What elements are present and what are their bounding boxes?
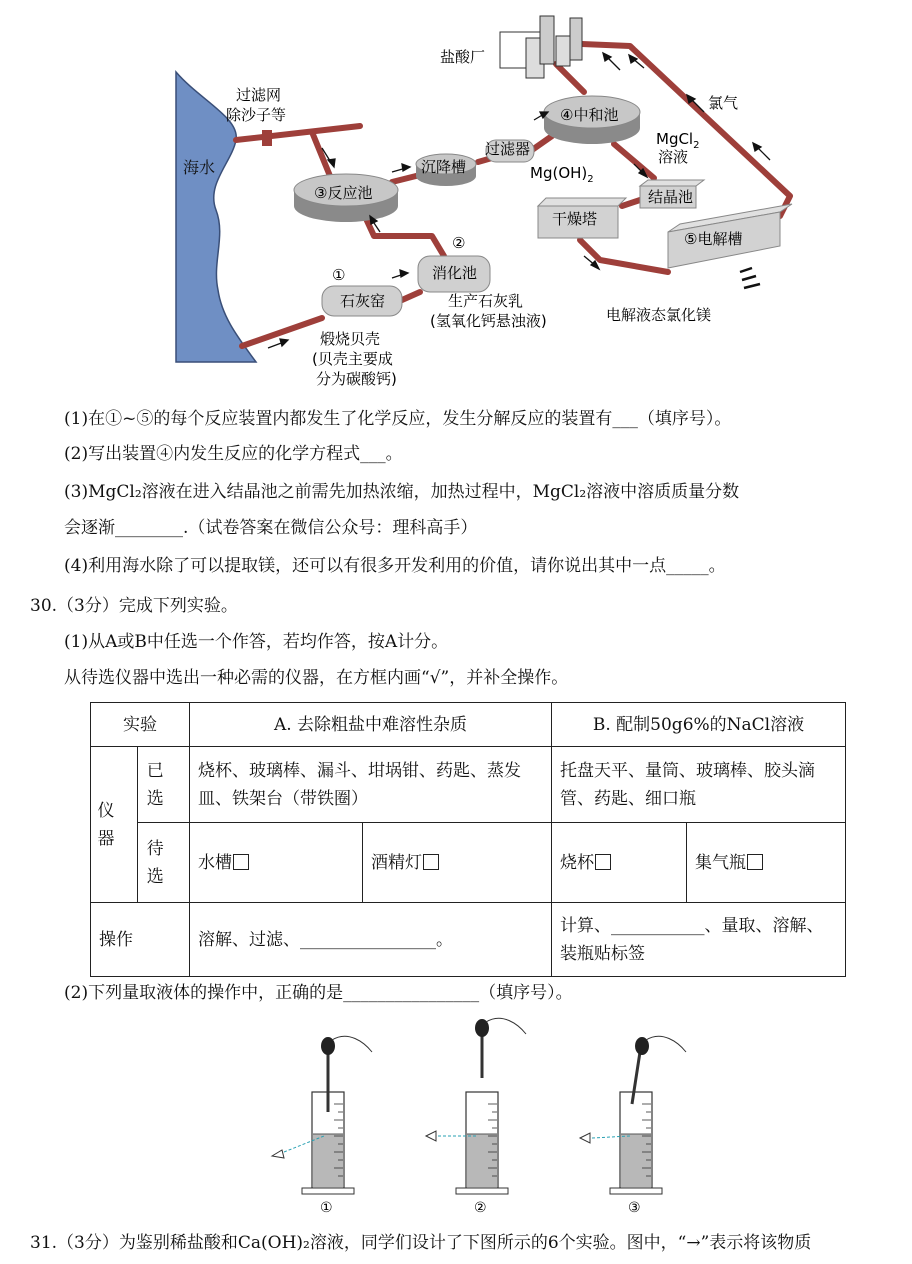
pipe-filter-neutral — [532, 136, 552, 150]
pipe-crystal-dry — [622, 200, 640, 206]
svg-text:分为碳酸钙): 分为碳酸钙) — [316, 370, 397, 388]
svg-text:④中和池: ④中和池 — [560, 106, 619, 124]
svg-text:生产石灰乳: 生产石灰乳 — [448, 292, 524, 310]
svg-text:盐酸厂: 盐酸厂 — [440, 48, 486, 66]
svg-text:石灰窑: 石灰窑 — [340, 292, 386, 310]
pipe-neutral-crystal — [614, 144, 654, 178]
header-b: B. 配制50g6%的NaCl溶液 — [552, 703, 846, 747]
process-diagram — [0, 0, 912, 400]
svg-text:干燥塔: 干燥塔 — [552, 210, 598, 228]
q29-part1: (1)在①~⑤的每个反应装置内都发生了化学反应，发生分解反应的装置有___（填序号）。 — [64, 409, 732, 429]
svg-text:Mg(OH)2: $Mg(OH)_2$ — [530, 164, 594, 185]
svg-text:①: ① — [332, 266, 346, 284]
checkbox-a-c2[interactable] — [423, 854, 439, 870]
b-candidate-2[interactable]: 集气瓶 — [687, 823, 846, 903]
svg-text:溶液: 溶液 — [658, 148, 689, 166]
q30-part1: (1)从A或B中任选一个作答，若均作答，按A计分。 — [64, 632, 449, 652]
svg-text:过滤器: 过滤器 — [485, 140, 531, 158]
q29-part2: (2)写出装置④内发生反应的化学方程式___。 — [64, 444, 403, 464]
b-selected-instruments: 托盘天平、量筒、玻璃棒、胶头滴管、药匙、细口瓶 — [552, 747, 846, 823]
operation-label: 操作 — [91, 903, 190, 977]
checkbox-b-c1[interactable] — [595, 854, 611, 870]
a-candidate-1[interactable]: 水槽 — [190, 823, 363, 903]
q29-part4: (4)利用海水除了可以提取镁，还可以有很多开发利用的价值，请你说出其中一点_____。 — [64, 556, 726, 576]
pipe-dry-elec — [580, 240, 668, 272]
checkbox-a-c1[interactable] — [233, 854, 249, 870]
svg-text:⑤电解槽: ⑤电解槽 — [684, 230, 743, 248]
checkbox-b-c2[interactable] — [747, 854, 763, 870]
header-a: A. 去除粗盐中难溶性杂质 — [190, 703, 552, 747]
svg-text:电解液态氯化镁: 电解液态氯化镁 — [606, 306, 712, 324]
electrode-icon — [740, 268, 760, 288]
pipe-reaction-settling — [392, 175, 420, 182]
svg-text:②: ② — [474, 1200, 487, 1216]
svg-text:①: ① — [320, 1200, 333, 1216]
candidate-label: 待选 — [138, 823, 190, 903]
instruments-label: 仪器 — [91, 747, 138, 903]
hcl-factory-building — [500, 16, 582, 78]
svg-text:(贝壳主要成: (贝壳主要成 — [312, 350, 393, 368]
svg-text:沉降槽: 沉降槽 — [421, 158, 467, 176]
svg-text:结晶池: 结晶池 — [648, 188, 694, 206]
a-operation: 溶解、过滤、________________。 — [190, 903, 552, 977]
q31-text: 31.（3分）为鉴别稀盐酸和Ca(OH)₂溶液，同学们设计了下图所示的6个实验。图中，“→”表示将该物质 — [30, 1233, 812, 1253]
filter-net-valve — [262, 130, 272, 146]
b-candidate-1[interactable]: 烧杯 — [552, 823, 687, 903]
pipe-neutral-hcl — [556, 64, 584, 92]
selected-label: 已选 — [138, 747, 190, 823]
svg-text:③: ③ — [628, 1200, 641, 1216]
q29-part3b: 会逐渐________.（试卷答案在微信公众号：理科高手） — [64, 518, 478, 538]
sea-label-1: 海水 — [183, 158, 216, 177]
figure-1 — [272, 1036, 372, 1216]
a-candidate-2[interactable]: 酒精灯 — [363, 823, 552, 903]
svg-text:过滤网: 过滤网 — [236, 86, 282, 104]
figure-2 — [426, 1018, 526, 1216]
svg-text:氯气: 氯气 — [708, 94, 739, 112]
svg-text:③反应池: ③反应池 — [314, 184, 373, 202]
header-experiment: 实验 — [91, 703, 190, 747]
pipe-kiln-slaking — [402, 292, 420, 300]
b-operation: 计算、___________、量取、溶解、装瓶贴标签 — [552, 903, 846, 977]
svg-text:除沙子等: 除沙子等 — [226, 106, 287, 124]
svg-text:(氢氧化钙悬浊液): (氢氧化钙悬浊液) — [430, 312, 547, 330]
pipe-to-reaction — [312, 132, 330, 176]
q30-part1-instruction: 从待选仪器中选出一种必需的仪器，在方框内画“√”，并补全操作。 — [64, 668, 569, 688]
cylinder-figures — [260, 1012, 720, 1222]
svg-text:②: ② — [452, 234, 466, 252]
q30-part2: (2)下列量取液体的操作中，正确的是________________（填序号）。 — [64, 983, 573, 1003]
experiment-table — [90, 702, 846, 977]
figure-3 — [580, 1036, 686, 1216]
pipe-intake — [236, 126, 360, 140]
svg-text:MgCl2: MgCl$_2$ — [656, 130, 700, 151]
q30-title: 30.（3分）完成下列实验。 — [30, 596, 238, 616]
q29-part3: (3)MgCl₂溶液在进入结晶池之前需先加热浓缩，加热过程中，MgCl₂溶液中溶质质量分数 — [64, 482, 740, 502]
svg-text:消化池: 消化池 — [432, 264, 478, 282]
a-selected-instruments: 烧杯、玻璃棒、漏斗、坩埚钳、药匙、蒸发皿、铁架台（带铁圈） — [190, 747, 552, 823]
svg-text:煅烧贝壳: 煅烧贝壳 — [320, 330, 381, 348]
